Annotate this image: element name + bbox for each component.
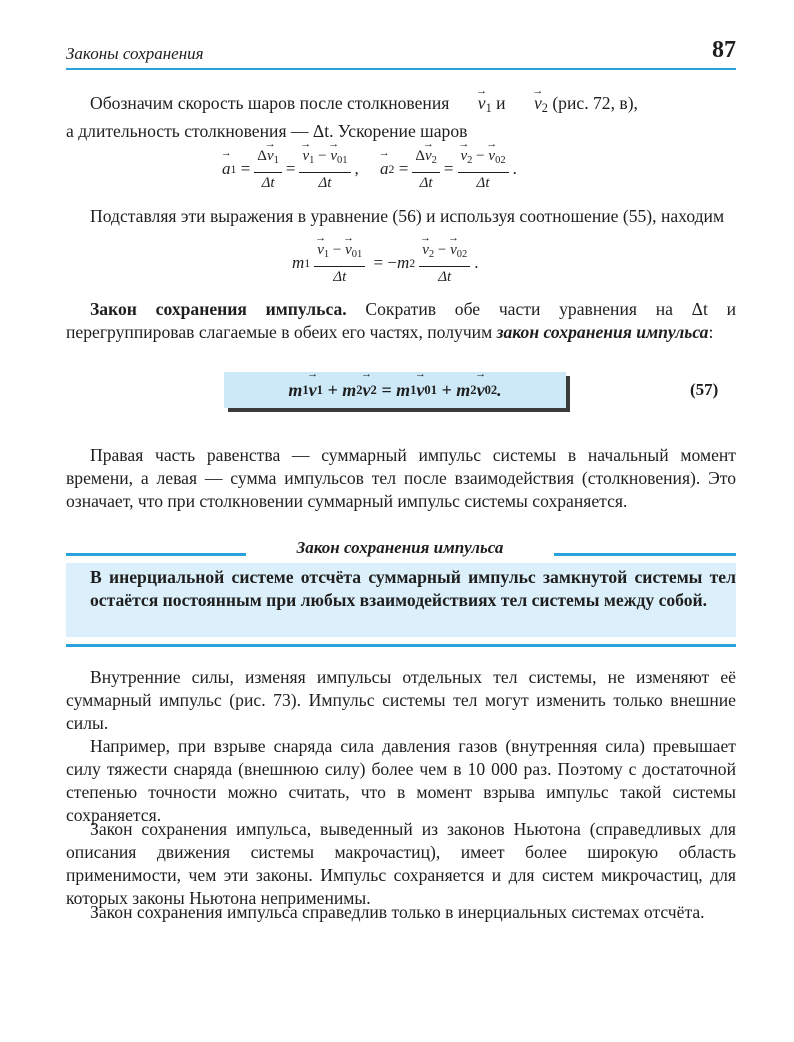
paragraph-interpretation: Правая часть равенства — суммарный импульс системы в начальный момент времени, а левая — сумма импульсов тел после взаимодействия (столкновения). Это означает, что при столкновении суммарный импульс системы сохраняется. (66, 445, 736, 511)
formula-accelerations: → a 1 = $\frac{\Delta\to v_1}{\Delta t}$ = → $\frac{v_1 - \to v_{01}}{\Delta t}$ , → a 2 = $\frac{\Delta\to v_2}{\Delta t}$ = → $\frac{v_2 - \to v_{02}}{\Delta t}$ . (222, 146, 517, 192)
page-header (66, 36, 736, 70)
paragraph-velocity: Обозначим скорость шаров после столкновения → $v_1$ $и \to v_2$ (рис. 72, в), а длительность столкновения — Δt. Ускорение шаров (66, 92, 736, 143)
paragraph-inertial-frames: Закон сохранения импульса справедлив только в инерциальных системах отсчёта. (90, 902, 705, 922)
rule-title: Закон сохранения импульса (296, 538, 504, 557)
momentum-equation-box: m 1 → v 1 + m 2 → v 2 = m 1 → v 01 + m 2 → v 02 . (224, 372, 566, 408)
rule-title-line-left (66, 553, 246, 556)
paragraph-law-intro: Закон сохранения импульса. Сократив обе части уравнения на Δt и перегруппировав слагаемые в обеих его частях, получим закон сохранения импульса: (66, 299, 736, 342)
formula-momentum-change: m 1 → $\frac{v_1 - \to v_{01}}{\Delta t}$ = − m 2 → $\frac{v_2 - \to v_{02}}{\Delta t}$ . (292, 240, 479, 286)
vector-v1: → v (454, 92, 486, 115)
section-title: Законы сохранения (66, 44, 204, 63)
paragraph-applicability: Закон сохранения импульса, выведенный из законов Ньютона (справедливых для описания движения системы макрочастиц), имеет более широкую область применимости, чем эти законы. Импульс сохраняется и для систем микрочастиц, для которых законы Ньютона неприменимы. (66, 819, 736, 908)
paragraph-substitution: Подставляя эти выражения в уравнение (56) и используя соотношение (55), находим (90, 206, 725, 226)
rule-title-line-right (554, 553, 736, 556)
rule-text: В инерциальной системе отсчёта суммарный импульс замкнутой системы тел остаётся постоянным при любых взаимодействиях тел системы между собой. (90, 567, 736, 610)
vector-v2: → v (510, 92, 542, 115)
page-number: 87 (712, 37, 736, 63)
paragraph-internal-forces: Внутренние силы, изменяя импульсы отдельных тел системы, не изменяют её суммарный импульс (рис. 73). Импульс системы тел могут изменить только внешние силы. (66, 667, 736, 733)
rule-bottom-line (66, 644, 736, 647)
paragraph-explosion: Например, при взрыве снаряда сила давления газов (внутренняя сила) превышает силу тяжести снаряда (внешнюю силу) более чем в 10 000 раз. Поэтому с достаточной степенью точности можно считать, что в момент взрыва импульс такой системы сохраняется. (66, 736, 736, 825)
equation-number: (57) (690, 380, 719, 399)
